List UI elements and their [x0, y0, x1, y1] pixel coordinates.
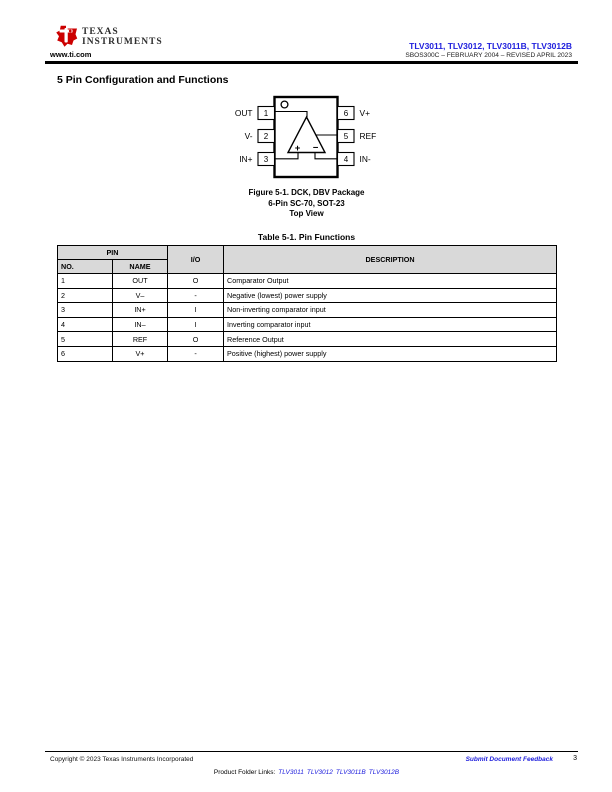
pin-label-vminus: V-	[244, 131, 253, 141]
col-header-pin: PIN	[58, 246, 168, 260]
cell-name: REF	[113, 332, 168, 347]
cell-description: Comparator Output	[224, 274, 557, 289]
cell-description: Reference Output	[224, 332, 557, 347]
cell-description: Negative (lowest) power supply	[224, 288, 557, 303]
pin-number-5: 5	[343, 132, 349, 141]
opamp-minus-sign: −	[312, 142, 319, 154]
product-link-tlv3011[interactable]: TLV3011	[278, 769, 304, 776]
cell-description: Positive (highest) power supply	[224, 346, 557, 361]
cell-io: -	[168, 288, 224, 303]
col-header-io: I/O	[168, 246, 224, 274]
pin-configuration-diagram	[215, 88, 400, 183]
cell-io: O	[168, 274, 224, 289]
pin-number-4: 4	[343, 155, 349, 164]
cell-no: 2	[58, 288, 113, 303]
product-folder-links	[57, 769, 556, 776]
footer-divider-rule	[45, 751, 578, 752]
product-link-tlv3011b[interactable]: TLV3011B	[335, 769, 366, 776]
opamp-plus-sign: +	[294, 143, 301, 154]
pin-label-inplus: IN+	[239, 154, 253, 164]
ti-logo-icon	[54, 25, 79, 47]
cell-no: 1	[58, 274, 113, 289]
section-heading: 5 Pin Configuration and Functions	[57, 74, 229, 86]
pin-number-1: 1	[263, 109, 269, 118]
ti-url-link[interactable]: www.ti.com	[50, 50, 92, 59]
col-header-no: NO.	[58, 260, 113, 274]
table-title: Table 5-1. Pin Functions	[257, 232, 356, 242]
cell-name: OUT	[113, 274, 168, 289]
cell-io: I	[168, 303, 224, 318]
header-divider-rule	[45, 61, 578, 64]
cell-name: V+	[113, 346, 168, 361]
cell-no: 6	[58, 346, 113, 361]
cell-no: 3	[58, 303, 113, 318]
cell-name: V–	[113, 288, 168, 303]
col-header-description: DESCRIPTION	[224, 246, 557, 274]
table-row	[58, 288, 557, 303]
cell-name: IN–	[113, 317, 168, 332]
pin-number-3: 3	[263, 155, 269, 164]
copyright-text: Copyright © 2023 Texas Instruments Incorporated	[50, 756, 194, 763]
product-link-tlv3012b[interactable]: TLV3012B	[368, 769, 400, 776]
figure-caption	[57, 188, 556, 220]
cell-io: I	[168, 317, 224, 332]
pin-label-ref: REF	[359, 131, 377, 141]
table-row	[58, 332, 557, 347]
part-numbers-link[interactable]: TLV3011, TLV3012, TLV3011B, TLV3012B	[409, 41, 572, 51]
table-row	[58, 317, 557, 332]
pin-number-2: 2	[263, 132, 269, 141]
cell-io: -	[168, 346, 224, 361]
pin-number-6: 6	[343, 109, 349, 118]
figure-caption-line3: Top View	[289, 209, 324, 218]
table-row	[58, 346, 557, 361]
col-header-name: NAME	[113, 260, 168, 274]
pin-label-out: OUT	[234, 108, 253, 118]
cell-io: O	[168, 332, 224, 347]
cell-description: Inverting comparator input	[224, 317, 557, 332]
cell-name: IN+	[113, 303, 168, 318]
cell-no: 5	[58, 332, 113, 347]
submit-feedback-link[interactable]: Submit Document Feedback	[465, 756, 553, 763]
product-link-tlv3012[interactable]: TLV3012	[306, 769, 333, 776]
pin-label-vplus: V+	[359, 108, 370, 118]
pin-label-inminus: IN-	[359, 154, 371, 164]
document-revision-info: SBOS300C – FEBRUARY 2004 – REVISED APRIL 2023	[405, 52, 572, 59]
table-header-row-1	[58, 246, 557, 260]
figure-caption-line1: Figure 5-1. DCK, DBV Package	[248, 188, 365, 197]
page-number: 3	[573, 755, 577, 762]
table-row	[58, 274, 557, 289]
figure-caption-line2: 6-Pin SC-70, SOT-23	[268, 198, 345, 208]
pin-functions-table	[57, 245, 557, 362]
ti-brand-text	[82, 28, 163, 47]
cell-description: Non-inverting comparator input	[224, 303, 557, 318]
brand-line-texas: TEXAS	[82, 27, 119, 37]
table-row	[58, 303, 557, 318]
cell-no: 4	[58, 317, 113, 332]
product-folder-label: Product Folder Links:	[213, 769, 276, 776]
brand-line-instruments: INSTRUMENTS	[82, 36, 163, 47]
